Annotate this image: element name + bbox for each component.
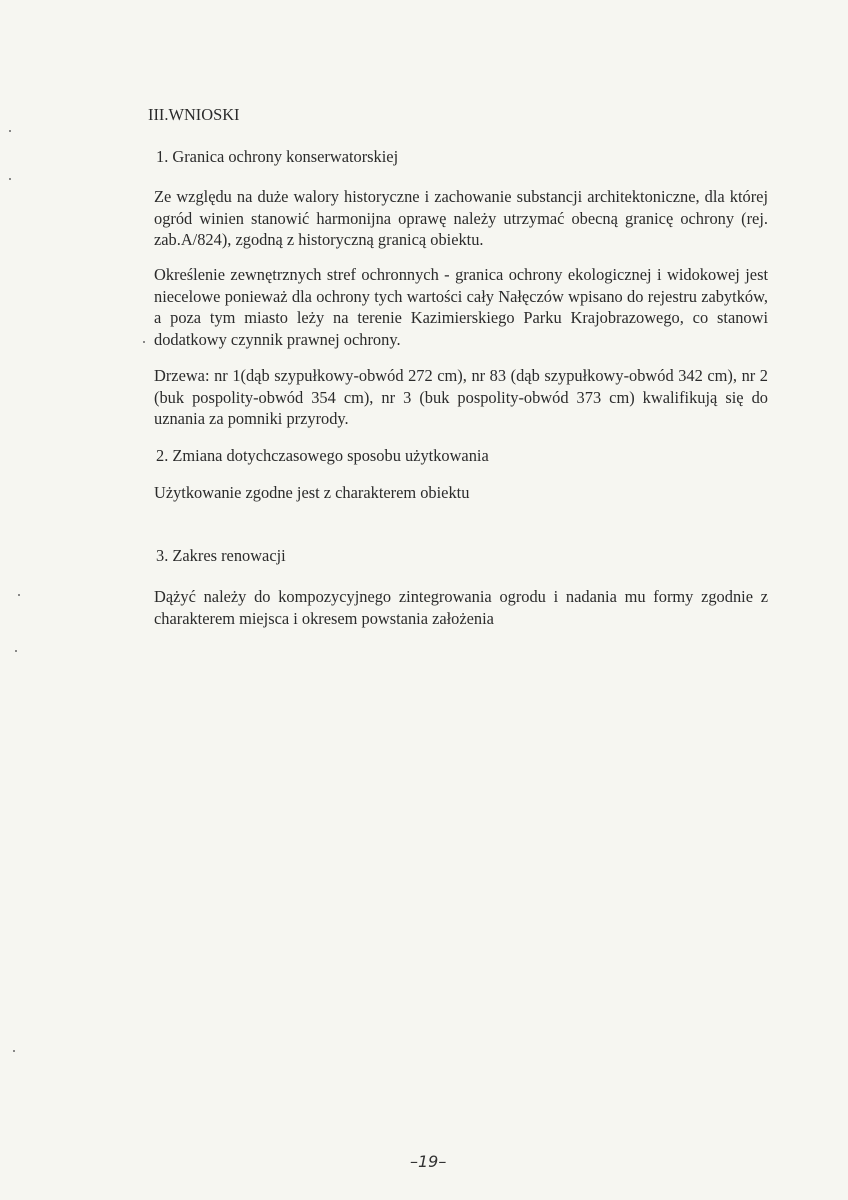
scan-speck [15,650,17,652]
item-2-paragraph-1: Użytkowanie zgodne jest z charakterem obiektu [154,483,470,502]
scan-speck [143,341,145,343]
item-3-paragraph-1: Dążyć należy do kompozycyjnego zintegrowania ogrodu i nadania mu formy zgodnie z charakterem miejsca i okresem powstania założenia [154,587,768,628]
item-1-paragraph-1: Ze względu na duże walory historyczne i zachowanie substancji architektoniczne, dla której ogród winien stanowić harmonijna oprawę należy utrzymać obecną granicę ochrony (rej. zab.A/824), zgodną z historyczną granicą obiektu. [154,187,768,250]
item-1-paragraph-3: Drzewa: nr 1(dąb szypułkowy-obwód 272 cm), nr 83 (dąb szypułkowy-obwód 342 cm), nr 2 (buk pospolity-obwód 354 cm), nr 3 (buk pospolity-obwód 373 cm) kwalifikują się do uznania za pomniki przyrody. [154,366,768,429]
item-1-paragraph-2: Określenie zewnętrznych stref ochronnych - granica ochrony ekologicznej i widokowej jest niecelowe ponieważ dla ochrony tych wartości cały Nałęczów wpisano do rejestru zabytków, a poza tym miasto leży na terenie Kazimierskiego Parku Krajobrazowego, co stanowi dodatkowy czynnik prawnej ochrony. [154,265,768,350]
item-3-title: 3. Zakres renowacji [156,546,286,565]
scan-speck [9,178,11,180]
page-number: –19– [410,1152,447,1171]
item-1-title: 1. Granica ochrony konserwatorskiej [156,147,399,166]
section-heading: III.WNIOSKI [148,105,240,124]
scan-speck [9,130,11,132]
item-2-title: 2. Zmiana dotychczasowego sposobu użytkowania [156,446,489,465]
scan-speck [18,594,20,596]
scan-speck [13,1050,15,1052]
